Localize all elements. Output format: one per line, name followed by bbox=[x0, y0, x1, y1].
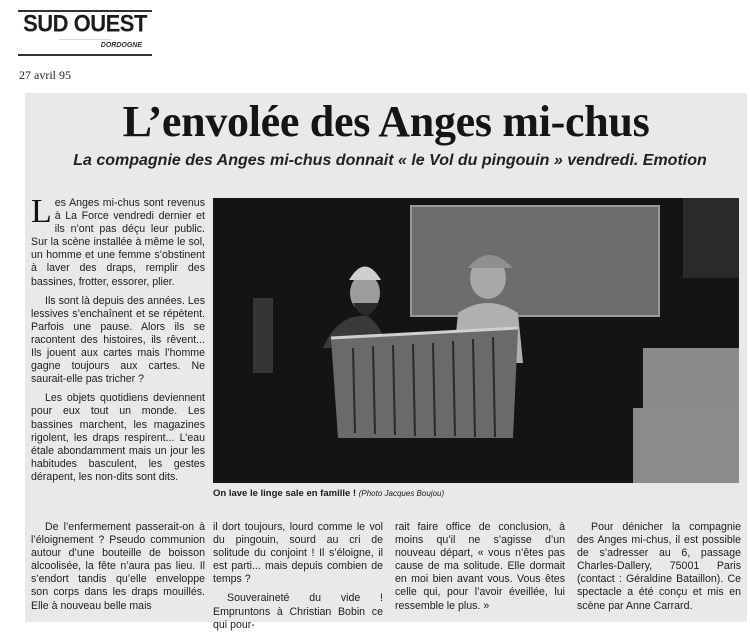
photo-credit: (Photo Jacques Boujou) bbox=[358, 489, 445, 498]
article-paragraph: Pour dénicher la compagnie des Anges mi-chus, il est possible de s’adresser au 6, passage Charles-Dallery, 75001 Paris (contact : Géraldine Bataillon). Ce spectacle a été conçu et mis en scène par Anne Carrard. bbox=[577, 521, 741, 612]
article-column-2 bbox=[213, 521, 383, 638]
newspaper-name: SUD OUEST bbox=[23, 9, 147, 38]
newspaper-clipping bbox=[25, 93, 747, 631]
article-paragraph: Souveraineté du vide ! Empruntons à Christian Bobin ce qui pour- bbox=[213, 592, 383, 631]
article-column-3 bbox=[395, 521, 565, 619]
article-paragraph: il dort toujours, lourd comme le vol du pingouin, sourd au cri de solitude du conjoint ! Il s’éloigne, il est parti... mais depuis combien de temps ? bbox=[213, 521, 383, 586]
photo-caption: On lave le linge sale en famille ! (Photo Jacques Boujou) bbox=[213, 488, 445, 499]
article-column-1-lower bbox=[31, 521, 205, 619]
article-column-4 bbox=[577, 521, 741, 619]
article-paragraph: Ils sont là depuis des années. Les lessives s’enchaînent et se répètent. Parfois une pause. Alors ils se racontent des histoires, ils rêvent... Ils jouent aux cartes mais l’homme gagne toujours aux cartes. Ne saurait-elle pas tricher ? bbox=[31, 294, 205, 386]
stage-photo bbox=[213, 198, 739, 483]
masthead-edition: DORDOGNE bbox=[100, 42, 142, 49]
article-subheadline: La compagnie des Anges mi-chus donnait « le Vol du pingouin » vendredi. Emotion bbox=[73, 152, 707, 169]
article-paragraph: rait faire office de conclusion, à moins qu’il ne s’agisse d’un nouveau départ, « vous n’êtes pas cause de ma solitude. Elle dormait en moi bien avant vous. Vous êtes celle qui, pour l’avoir éveillée, lui ressemble le plus. » bbox=[395, 521, 565, 612]
article-paragraph: De l’enfermement passerait-on à l’éloignement ? Pseudo communion autour d’une bouteille de boisson alcoolisée, la fête n’aura pas lieu. Il s’endort tandis qu’elle enveloppe son corps dans les draps mouillés. Elle à nouveau belle mais bbox=[31, 521, 205, 612]
article-paragraph: Les Anges mi-chus sont revenus à La Force vendredi dernier et ils n’ont pas déçu leur public. Sur la scène installée à même le sol, un homme et une femme s’obstinent à laver des draps, remplir des bassines, frotter, essorer, plier. bbox=[31, 193, 205, 288]
article-column-1 bbox=[31, 193, 205, 490]
article-paragraph: Les objets quotidiens deviennent pour eux tout un monde. Les bassines marchent, les magazines rigolent, les draps respirent... L’eau étale abondamment mais un jour les habitudes basculent, les gestes dérapent, les non-dits sont dits. bbox=[31, 392, 205, 483]
drop-cap: L bbox=[31, 193, 52, 230]
masthead-fine-print: ————————————— bbox=[59, 36, 111, 41]
newspaper-masthead bbox=[18, 10, 152, 56]
article-headline: L’envolée des Anges mi-chus bbox=[122, 97, 650, 146]
stage-photo-image bbox=[213, 198, 739, 483]
clipping-date: 27 avril 95 bbox=[19, 68, 71, 82]
